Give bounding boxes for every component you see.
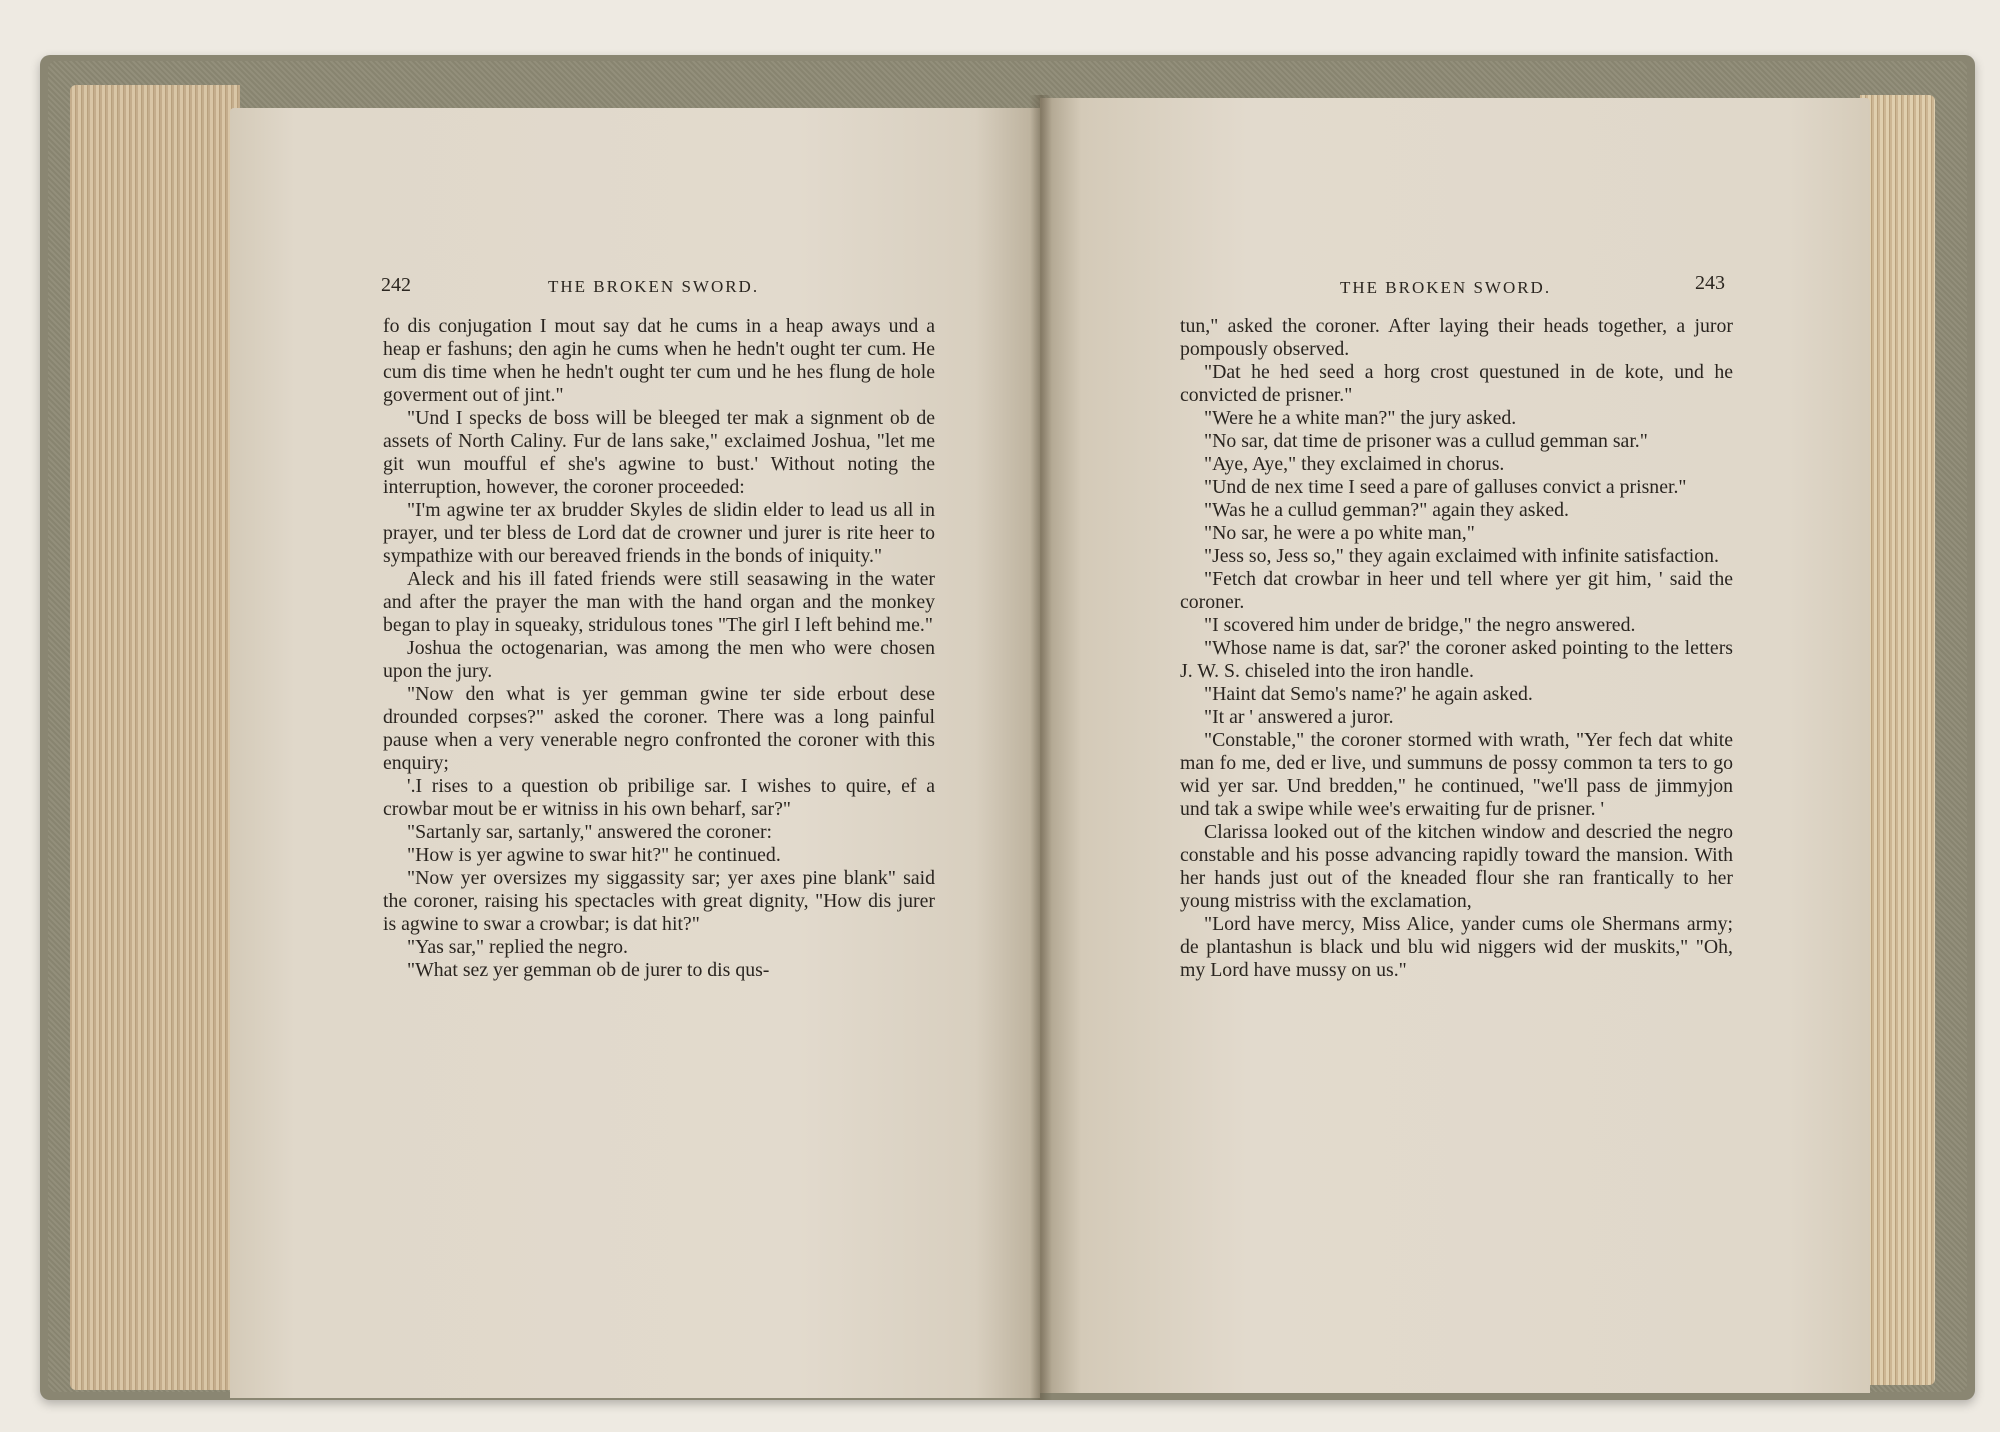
left-page-body [383, 315, 935, 982]
paragraph: tun," asked the coroner. After laying their heads together, a juror pompously observed. [1180, 315, 1733, 360]
paragraph: "Aye, Aye," they exclaimed in chorus. [1204, 453, 1505, 475]
paragraph: "Was he a cullud gemman?" again they asked. [1204, 499, 1569, 521]
paragraph: "Were he a white man?" the jury asked. [1204, 407, 1517, 429]
paragraph: "Dat he hed seed a horg crost questuned in de kote, und he convicted de prisner." [1180, 361, 1733, 406]
paragraph: "Und I specks de boss will be bleeged ter mak a signment ob de assets of North Caliny. Fur de lans sake," exclaimed Joshua, "let me git wun moufful ef she's agwine to bust.' Without noting the interruption, however, the coroner proceeded: [383, 407, 935, 498]
right-page-body [1180, 315, 1733, 982]
paragraph: "Now den what is yer gemman gwine ter side erbout dese drounded corpses?" asked the coroner. There was a long painful pause when a very venerable negro confronted the coroner with this enquiry; [383, 683, 935, 774]
right-running-head: THE BROKEN SWORD. [1340, 278, 1552, 297]
paragraph: "It ar ' answered a juror. [1204, 706, 1394, 728]
paragraph: "Constable," the coroner stormed with wrath, "Yer fech dat white man fo me, ded er live, und summuns de possy common ta ters to go wid yer sar. Und bredden," he continued, "we'll pass de jimmyjon und tak a swipe while wee's erwaiting fur de prisner. ' [1180, 729, 1733, 820]
book-gutter [1030, 95, 1052, 1400]
paragraph: "I'm agwine ter ax brudder Skyles de slidin elder to lead us all in prayer, und ter bless de Lord dat de crowner und jurer is rite heer to sympathize with our bereaved friends in the bonds of iniquity." [383, 499, 935, 567]
paragraph: "Lord have mercy, Miss Alice, yander cums ole Shermans army; de plantashun is black und blu wid niggers wid der muskits," "Oh, my Lord have mussy on us." [1180, 913, 1733, 981]
paragraph: "Jess so, Jess so," they again exclaimed with infinite satisfaction. [1204, 545, 1719, 567]
paragraph: Clarissa looked out of the kitchen window and descried the negro constable and his posse advancing rapidly toward the mansion. With her hands just out of the kneaded flour she ran frantically to her young mistriss with the exclamation, [1180, 821, 1733, 912]
paragraph: Joshua the octogenarian, was among the men who were chosen upon the jury. [383, 637, 935, 682]
paragraph: '.I rises to a question ob pribilige sar. I wishes to quire, ef a crowbar mout be er witniss in his own beharf, sar?" [383, 775, 935, 820]
paragraph: "No sar, he were a po white man," [1204, 522, 1475, 544]
paragraph: "Und de nex time I seed a pare of galluses convict a prisner." [1204, 476, 1687, 498]
paragraph: "What sez yer gemman ob de jurer to dis qus- [407, 959, 770, 981]
left-page-edges [70, 85, 240, 1390]
left-page-number: 242 [381, 274, 411, 296]
paragraph: Aleck and his ill fated friends were still seasawing in the water and after the prayer the man with the hand organ and the monkey began to play in squeaky, stridulous tones "The girl I left behind me." [383, 568, 935, 636]
right-page-number: 243 [1695, 272, 1725, 294]
paragraph: "Haint dat Semo's name?' he again asked. [1204, 683, 1533, 705]
paragraph: "Yas sar," replied the negro. [407, 936, 629, 958]
paragraph: "How is yer agwine to swar hit?" he continued. [407, 844, 781, 866]
paragraph: "Sartanly sar, sartanly," answered the coroner: [407, 821, 773, 843]
paragraph: "I scovered him under de bridge," the negro answered. [1204, 614, 1636, 636]
paragraph: "Fetch dat crowbar in heer und tell where yer git him, ' said the coroner. [1180, 568, 1733, 613]
left-running-head: THE BROKEN SWORD. [548, 277, 760, 296]
paragraph: "No sar, dat time de prisoner was a cullud gemman sar." [1204, 430, 1648, 452]
right-page-edges [1860, 95, 1935, 1385]
paragraph: fo dis conjugation I mout say dat he cums in a heap aways und a heap er fashuns; den agin he cums when he hedn't ought ter cum. He cum dis time when he hedn't ought ter cum und he hes flung de hole goverment out of jint." [383, 315, 935, 406]
paragraph: "Now yer oversizes my siggassity sar; yer axes pine blank" said the coroner, raising his spectacles with great dignity, "How dis jurer is agwine to swar a crowbar; is dat hit?" [383, 867, 935, 935]
paragraph: "Whose name is dat, sar?' the coroner asked pointing to the letters J. W. S. chiseled into the iron handle. [1180, 637, 1733, 682]
